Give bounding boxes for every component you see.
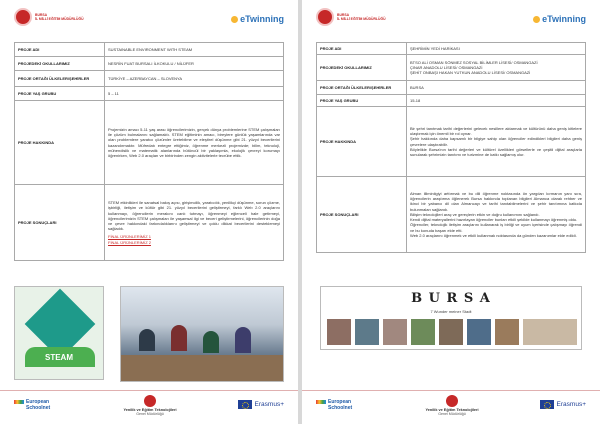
classroom-photo	[120, 286, 284, 382]
schoolnet-line2: Schoolnet	[328, 405, 353, 411]
final-products-link-2[interactable]: FİNAL ÜRÜNLERİMİZ 2	[108, 239, 151, 245]
erasmus-logo	[540, 400, 586, 409]
etwinning-logo	[533, 14, 586, 24]
etwinning-star-icon	[533, 16, 540, 23]
landmark-photo	[495, 319, 519, 345]
table-row	[317, 43, 586, 55]
final-products-link-1[interactable]: FİNAL ÜRÜNLERİMİZ 1	[108, 234, 151, 240]
meb-yegitek-logo	[407, 395, 497, 416]
row-value: 15-18	[407, 95, 586, 107]
row-value: 5 – 11	[105, 87, 284, 101]
eu-flag-icon	[540, 400, 554, 409]
landmark-photo	[411, 319, 435, 345]
table-row	[15, 87, 284, 101]
meb-logo	[316, 8, 389, 26]
row-key: PROJE SONUÇLARI	[15, 185, 105, 261]
page-right	[302, 0, 600, 424]
landmark-photo	[439, 319, 463, 345]
row-value: BTSO ALİ OSMAN SÖNMEZ SOSYAL BİLİMLER LİSESİ/ OSMANGAZİ ÇINAR ANADOLU LİSESİ/ OSMANGAZİ ŞEHİT ONBAŞI HAKAN YUTKUN ANADOLU LİSESİ/ OSMANGAZİ	[407, 55, 586, 81]
meb-seal-icon	[446, 395, 458, 407]
meb-logo	[14, 8, 87, 26]
page-left	[0, 0, 298, 424]
european-schoolnet-logo	[316, 399, 352, 411]
row-value: SUSTAINABLE ENVIRONMENT WITH STEAM	[105, 43, 284, 57]
table-row	[15, 57, 284, 71]
landmark-photo	[383, 319, 407, 345]
row-value: NESRİN FUAT BURSALI İLKOKULU / NİLÜFER	[105, 57, 284, 71]
erasmus-label: Erasmus+	[254, 401, 284, 408]
erasmus-label: Erasmus+	[556, 401, 586, 408]
row-value: TÜRKİYE – AZERBAYCAN – SLOVENYA	[105, 71, 284, 87]
row-key: PROJE YAŞ GRUBU	[317, 95, 407, 107]
row-value: BURSA	[407, 81, 586, 95]
about-text: Bir şehri tanıtmak tarihi değerlerini gelecek nesillere aktarmak ve kültürünü daha geniş kitlelere ulaştırmak için önemli bir rol oynar. Şehir hakkında daha kapsamlı bir bilgiye sahip olan öğrenciler edindikleri bilgileri daha geniş çevrelere ulaştırabilir. Böylelikle Bursa'nın tarihi değerleri ve kültürel özellikleri görsellerle ve çeşitli dijital araçlarla sunularak şehrimizin tanıtımı ve turizmine de katkı sağlamış olur.	[410, 125, 582, 157]
poster-subtitle: 7 Wunder meiner Stadt	[430, 309, 472, 314]
landmark-photo	[523, 319, 577, 345]
row-key: PROJE YAŞ GRUBU	[15, 87, 105, 101]
page-header	[14, 8, 284, 32]
row-key: PROJE ADI	[15, 43, 105, 57]
european-schoolnet-logo	[14, 399, 50, 411]
landmark-photo	[355, 319, 379, 345]
yegitek-line1: Yenilik ve Eğitim Teknolojileri	[123, 408, 177, 412]
row-key: PROJE HAKKINDA	[15, 101, 105, 185]
etwinning-label: eTwinning	[240, 14, 284, 24]
schoolnet-line1: European	[26, 399, 50, 405]
etwinning-star-icon	[231, 16, 238, 23]
page-header	[316, 8, 586, 32]
row-key: PROJE ORTAĞI ÜLKELER/ŞEHİRLER	[317, 81, 407, 95]
row-key: PROJE ADI	[317, 43, 407, 55]
schoolnet-line2: Schoolnet	[26, 405, 51, 411]
steam-label: STEAM	[45, 353, 73, 362]
table-row	[15, 101, 284, 185]
meb-seal-icon	[144, 395, 156, 407]
yegitek-line2: Genel Müdürlüğü	[136, 412, 164, 416]
project-table	[316, 42, 586, 253]
table-row	[15, 43, 284, 57]
page-footer	[0, 390, 298, 424]
table-row	[317, 81, 586, 95]
project-table	[14, 42, 284, 261]
row-key: PROJE ORTAĞI ÜLKELER/ŞEHİRLER	[15, 71, 105, 87]
poster-title: B U R S A	[411, 291, 491, 306]
meb-seal-icon	[316, 8, 334, 26]
table-row	[317, 177, 586, 253]
results-text: Alman illiminiigiyi arttırmak ve bu dili öğrenme noktasında ön yargıları kırmanın yanı sıra, öğrencilerin araştırma öğlenerek Bursa hakkında toplanan bilgileri Almanca olarak rehber ve ikinci bir yabancı dil olan Almancayı ve tarihi tanıtabilmelerini ve şehir tanıtımına katkıda bulunmaları sağlandı. Bilişim teknolojileri araç ve gereçlerin etkin ve doğru kullanımını sağlandı. Kendi dijital materyallerini hazırlayan öğrenciler bunları etkili şekilde kullanmayı öğrenmiş oldu. Öğrenciler, teknolojik iletişim araçlarını kullanarak iş birliği ve uyum içerisinde çalışmayı öğrendi ve bu konuda başarı elde etti. Web 2.0 araçlarını öğrenmek ve etkili kullanmak noktasında da günden kazanımlar elde edildi.	[410, 191, 582, 238]
yegitek-line2: Genel Müdürlüğü	[438, 412, 466, 416]
landmark-photo	[467, 319, 491, 345]
table-row	[15, 185, 284, 261]
results-text: STEM etkinlikleri ile sanatsal bakış açısı, girişimcilik, yaratıcılık, yenilikçi düşünme, sorun çözme, işbirliği, iletişim ve kültür gibi 21. yüzyıl becerilerini geliştirmeyi, farklı Web 2.0 araçlarını kullanmayı, öğrencilerin merakını canlı tutmayı, öğrenmeyi eğlenceli hale getirmeyi, öğrencilerimizin STEM çalışmaları ile yaşamsal ilgi ve beceri geliştirmelerini, öğrencilerinin doğa ve çevre hakkındaki farkındalıklarını geliştirmeyi ve çoklu dikkat becerilerini desteklemeyi sağladık.	[108, 200, 280, 232]
table-row	[317, 95, 586, 107]
page-footer	[302, 390, 600, 424]
yegitek-line1: Yenilik ve Eğitim Teknolojileri	[425, 408, 479, 412]
row-value: ŞEHRİMİN YEDİ HARİKASI	[407, 43, 586, 55]
table-row	[15, 71, 284, 87]
meb-line2: İL MİLLİ EĞİTİM MÜDÜRLÜĞÜ	[35, 17, 84, 21]
erasmus-logo	[238, 400, 284, 409]
meb-line1: BURSA	[337, 12, 350, 17]
meb-line1: BURSA	[35, 12, 48, 17]
etwinning-logo	[231, 14, 284, 24]
schoolnet-line1: European	[328, 399, 352, 405]
table-row	[317, 107, 586, 177]
meb-yegitek-logo	[105, 395, 195, 416]
bursa-poster	[320, 286, 582, 350]
row-key: PROJE SONUÇLARI	[317, 177, 407, 253]
meb-seal-icon	[14, 8, 32, 26]
landmark-photo	[327, 319, 351, 345]
eu-flag-icon	[238, 400, 252, 409]
row-key: PROJEDEKİ OKULLARIMIZ	[15, 57, 105, 71]
schoolnet-swoosh-icon	[14, 400, 24, 404]
schoolnet-swoosh-icon	[316, 400, 326, 404]
row-key: PROJEDEKİ OKULLARIMIZ	[317, 55, 407, 81]
table-row	[317, 55, 586, 81]
meb-line2: İL MİLLİ EĞİTİM MÜDÜRLÜĞÜ	[337, 17, 386, 21]
etwinning-label: eTwinning	[542, 14, 586, 24]
row-key: PROJE HAKKINDA	[317, 107, 407, 177]
about-text: Projemizin amacı 5-11 yaş arası öğrencilerimizin, gerçek dünya problemlerine STEM çalışmaları ile çözüm bulmalarını sağlamaktı. STEM eğitiminin amacı, bireylere günlük yaşamlarında var olan problemlere yaratıcı çözümler üretebilme ve eleştirel düşünme gibi 21. yüzyıl becerilerini kazandırmaktır. Müfredatı entegre ettiğimiz, öğrenme merkezli projemizde; bilim, teknoloji, mühendislik ve matematik alanlarında bütüncül bir yaklaşımla, ekolojik çevreyi korumayı öğrenirken, Web 2.0 araçları ve birbirinden zengin aktivitelerle tecrübe ettik.	[108, 126, 280, 158]
steam-poster-photo	[14, 286, 104, 380]
